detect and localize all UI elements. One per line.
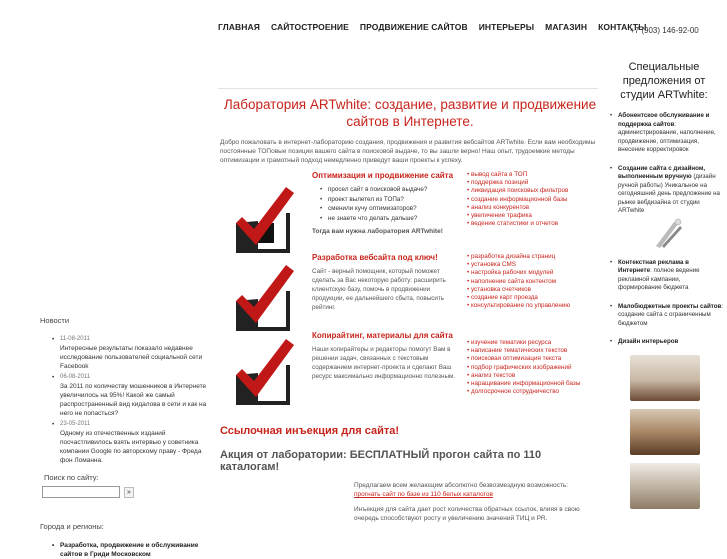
service-links xyxy=(467,171,568,228)
intro-text: Добро пожаловать в интернет-лабораторию создания, продвижения и развития вебсайтов ARTwhite. Если вам необходимы постоянные ТОПовые позиции вашего сайта в поисковой выдаче, то вы зашли верно! Наш опыт, трудоемкие методы оптимизации и грамотный подход немедленно приведут ваши проекты к успеху. xyxy=(220,139,596,164)
news-date: • 23-05-2011 xyxy=(60,421,91,427)
news-link[interactable]: За 2011 по количеству мошенников в Интернете увеличилось на 95%! Какой же самый распространенный вид кидалова в сети и как на него не попасться? xyxy=(60,383,207,417)
news-item xyxy=(40,373,210,418)
checkmark-icon xyxy=(228,183,298,253)
service-description xyxy=(312,331,462,381)
offer-text: : создание сайта с ограниченным бюджетом xyxy=(618,302,724,327)
service-description xyxy=(312,171,462,236)
search-button[interactable]: » xyxy=(124,487,134,498)
service-link[interactable]: • ведение статистики и отчетов xyxy=(467,220,568,228)
offer-text: : полное ведение рекламной кампании, формирование бюджета xyxy=(618,267,700,291)
service-link[interactable]: • ликвидация поисковых фильтров xyxy=(467,187,568,195)
service-title[interactable]: Оптимизация и продвижение сайта xyxy=(312,171,454,180)
offer-title: Создание сайта с дизайном, выполненным вручную xyxy=(618,164,706,180)
service-link[interactable]: • долгосрочное сотрудничество xyxy=(467,388,580,396)
offers-heading: Специальные предложения от студии ARTwhite: xyxy=(620,61,708,101)
nav-interiors[interactable]: ИНТЕРЬЕРЫ xyxy=(478,22,535,32)
nav-shop[interactable]: МАГАЗИН xyxy=(545,22,588,32)
service-text: Наши копирайтеры и редакторы помогут Вам в решении задач, связанных с текстовым содержанием интернет-проекта и сделают Ваш ресурс максимально информационно полезным. xyxy=(312,346,456,380)
offer-item[interactable] xyxy=(604,303,724,329)
service-description xyxy=(312,253,462,312)
service-link[interactable]: • установка счетчиков xyxy=(467,286,570,294)
service-link[interactable]: • написание тематических текстов xyxy=(467,347,580,355)
promo-intro: Предлагаем всем желающим абсолютно безвозмездную возможность: xyxy=(354,482,569,489)
service-link[interactable]: • анализ конкурентов xyxy=(467,204,568,212)
service-footer: Тогда вам нужна лаборатория ARTwhite! xyxy=(312,228,443,235)
city-link[interactable]: • Разработка, продвижение и обслуживание сайтов в Гриди Московском xyxy=(40,541,210,559)
interior-thumbnail[interactable] xyxy=(630,409,700,455)
interior-thumbnail[interactable] xyxy=(630,355,700,401)
service-link[interactable]: • поддержка позиций xyxy=(467,179,568,187)
interior-thumbnail[interactable] xyxy=(630,463,700,509)
page-title: Лаборатория ARTwhite: создание, развитие и продвижение сайтов в Интернете. xyxy=(223,97,597,129)
nav-seo[interactable]: ПРОДВИЖЕНИЕ САЙТОВ xyxy=(359,22,468,32)
news-date: • 06-08-2011 xyxy=(60,374,91,380)
offer-text: : администрирование, наполнение, продвижение, оптимизация, внесение корректировок xyxy=(618,120,716,153)
question-item: • сменили кучу оптимизаторов? xyxy=(312,204,462,214)
search-input[interactable] xyxy=(42,486,120,498)
service-link[interactable]: • консультирование по управлению xyxy=(467,302,570,310)
service-link[interactable]: • создание информационной базы xyxy=(467,196,568,204)
search-form xyxy=(42,486,210,498)
top-nav xyxy=(218,22,658,32)
nav-home[interactable]: ГЛАВНАЯ xyxy=(218,22,260,32)
divider xyxy=(218,88,598,89)
offer-title: Контекстная реклама в Интернете xyxy=(618,258,689,274)
tools-image xyxy=(648,216,688,250)
service-text: Сайт - верный помощник, который поможет сделать за Вас некоторую работу: расширить клиентскую базу, помочь в продвижении продукции, ее дальнейшего сбыта, повысить рейтинг. xyxy=(312,268,446,311)
checkmark-icon xyxy=(228,335,298,405)
service-title[interactable]: Разработка вебсайта под ключ! xyxy=(312,253,438,262)
service-link[interactable]: • наполнение сайта контентом xyxy=(467,278,570,286)
promo-link[interactable]: прогнать сайт по базе из 110 белых каталогов xyxy=(354,491,493,498)
service-link[interactable]: • поисковая оптимизация текста xyxy=(467,355,580,363)
offer-item[interactable] xyxy=(604,112,724,155)
news-heading: Новости xyxy=(40,316,70,325)
service-link[interactable]: • наращивание информационной базы xyxy=(467,380,580,388)
service-block-webdev xyxy=(220,253,600,339)
offer-title: Дизайн интерьеров xyxy=(618,338,679,345)
offer-title: Абонентское обслуживание и поддержка сайтов xyxy=(618,112,710,128)
question-item: • проект вылетел из ТОПа? xyxy=(312,195,462,205)
news-item xyxy=(40,420,210,465)
service-links xyxy=(467,339,580,396)
service-links xyxy=(467,253,570,310)
offer-title: Малобюджетные проекты сайтов xyxy=(618,302,722,310)
service-link[interactable]: • увеличение трафика xyxy=(467,212,568,220)
promo-text xyxy=(354,481,584,523)
service-link[interactable]: • подбор графических изображений xyxy=(467,364,580,372)
nav-contacts[interactable]: КОНТАКТЫ xyxy=(598,22,647,32)
injection-heading: Ссылочная инъекция для сайта! xyxy=(220,425,400,437)
service-title[interactable]: Копирайтинг, материалы для сайта xyxy=(312,331,453,340)
right-sidebar xyxy=(604,60,724,509)
main-content xyxy=(220,96,600,523)
question-item: • просел сайт в поисковой выдаче? xyxy=(312,185,462,195)
offer-item[interactable] xyxy=(604,338,724,347)
service-link[interactable]: • установка CMS xyxy=(467,261,570,269)
question-item: • не знаете что делать дальше? xyxy=(312,214,462,224)
news-link[interactable]: Одному из отечественных изданий посчастливилось взять интервью у советника компании Google по авторскому праву - Фреда фон Ломанна. xyxy=(60,430,202,464)
promo-heading: Акция от лаборатории: БЕСПЛАТНЫЙ прогон сайта по 110 каталогам! xyxy=(220,449,542,473)
service-link[interactable]: • анализ текстов xyxy=(467,372,580,380)
offer-item[interactable] xyxy=(604,259,724,293)
news-item xyxy=(40,335,210,371)
search-label: Поиск по сайту: xyxy=(44,473,99,482)
service-link[interactable]: • вывод сайта в ТОП xyxy=(467,171,568,179)
service-link[interactable]: • создание карт проезда xyxy=(467,294,570,302)
cities-heading: Города и регионы: xyxy=(40,522,104,531)
service-link[interactable]: • изучение тематики ресурса xyxy=(467,339,580,347)
checkmark-icon xyxy=(228,261,298,331)
news-link[interactable]: Интересные результаты показало недавнее исследование пользователей социальной сети Facebook xyxy=(60,345,203,370)
service-block-copywriting xyxy=(220,331,600,417)
offer-text: (дизайн ручной работы) Уникальное на сегодняшний день предложение на рынке вебдизайна от студии ARTwhite xyxy=(618,173,720,214)
phone-number: +7 (903) 146-92-00 xyxy=(630,26,699,35)
nav-web-dev[interactable]: САЙТОСТРОЕНИЕ xyxy=(270,22,349,32)
promo-description: Инъекция для сайта дает рост количества обратных ссылок, влияя в свою очередь способствуют росту и увеличению значений ТИЦ и PR. xyxy=(354,506,580,522)
service-link[interactable]: • настройка рабочих модулей xyxy=(467,269,570,277)
service-link[interactable]: • разработка дизайна страниц xyxy=(467,253,570,261)
service-block-seo xyxy=(220,171,600,257)
left-sidebar xyxy=(40,316,210,559)
offer-item[interactable] xyxy=(604,165,724,216)
news-date: • 11-08-2011 xyxy=(60,336,90,342)
